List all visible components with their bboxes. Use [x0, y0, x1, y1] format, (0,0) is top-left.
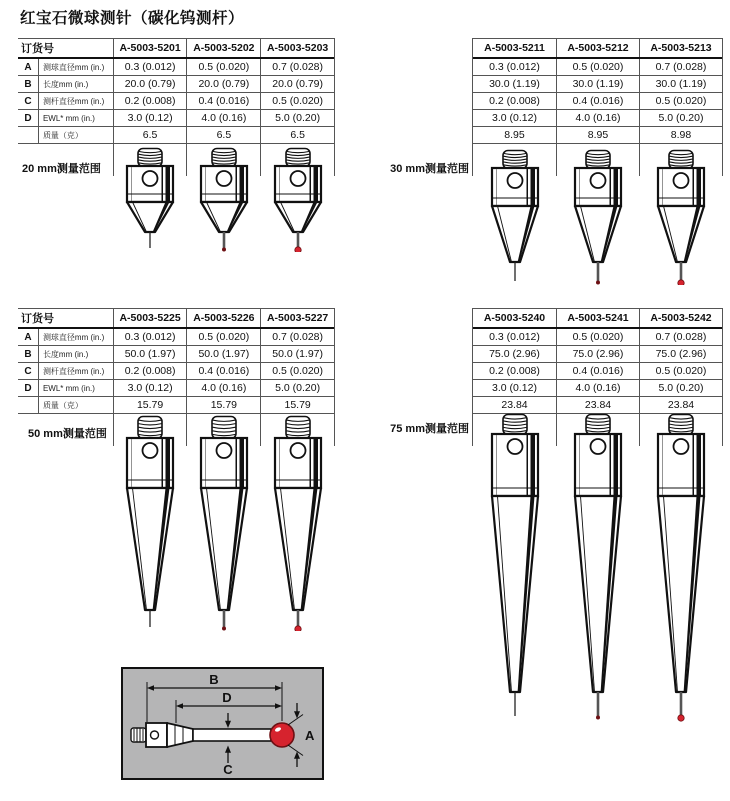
diagram-stem	[193, 729, 271, 741]
part-number: A-5003-5212	[556, 39, 639, 57]
row-key: C	[24, 95, 32, 107]
mass-value: 6.5	[260, 127, 334, 143]
part-number: A-5003-5240	[483, 312, 546, 324]
table-row	[473, 93, 722, 110]
diagram-thread	[131, 728, 146, 742]
range-label-20mm: 20 mm测量范围	[22, 163, 101, 175]
stylus-illustration-20mm-2	[194, 146, 254, 257]
diagram-cone	[167, 723, 193, 747]
spec-value: 50.0 (1.97)	[186, 346, 260, 362]
part-number: A-5003-5201	[113, 39, 187, 57]
mass-value: 6.5	[113, 127, 187, 143]
spec-value: 0.3 (0.012)	[113, 329, 187, 345]
table-header-row	[473, 39, 722, 59]
order-number-header: 订货号	[21, 313, 54, 325]
spec-value: 0.2 (0.008)	[113, 363, 187, 379]
spec-value: 3.0 (0.12)	[113, 380, 187, 396]
dim-label-c: C	[223, 762, 233, 777]
mass-value: 8.95	[504, 129, 525, 141]
stylus-illustration-75mm-1	[485, 412, 545, 727]
table-row	[18, 380, 334, 397]
spec-value: 0.3 (0.012)	[113, 59, 187, 75]
spec-value: 5.0 (0.20)	[260, 380, 334, 396]
spec-value: 75.0 (2.96)	[556, 346, 639, 362]
spec-value: 0.4 (0.016)	[186, 363, 260, 379]
part-number: A-5003-5211	[484, 42, 545, 54]
part-number: A-5003-5213	[639, 39, 722, 57]
part-number: A-5003-5202	[186, 39, 260, 57]
table-row	[18, 329, 334, 346]
stylus-illustration-75mm-3	[651, 412, 711, 727]
spec-value: 30.0 (1.19)	[489, 78, 540, 90]
part-number: A-5003-5225	[113, 309, 187, 327]
spec-value: 0.7 (0.028)	[260, 329, 334, 345]
part-number: A-5003-5227	[260, 309, 334, 327]
range-label-30mm: 30 mm测量范围	[390, 163, 469, 175]
row-label: EWL* mm (in.)	[38, 380, 113, 396]
spec-value: 0.5 (0.020)	[556, 59, 639, 75]
stylus-illustration-20mm-1	[120, 146, 180, 257]
spec-value: 0.5 (0.020)	[260, 93, 334, 109]
table-header-row	[18, 39, 334, 59]
row-label: 质量（克）	[38, 127, 113, 143]
row-key: D	[24, 112, 32, 124]
row-key: D	[24, 382, 32, 394]
spec-value: 3.0 (0.12)	[113, 110, 187, 126]
spec-value: 5.0 (0.20)	[260, 110, 334, 126]
dim-label-d: D	[222, 690, 232, 705]
dimension-diagram-drawing	[123, 669, 322, 778]
spec-value: 50.0 (1.97)	[260, 346, 334, 362]
row-label: 测杆直径mm (in.)	[38, 93, 113, 109]
table-row	[18, 76, 334, 93]
spec-value: 0.5 (0.020)	[556, 329, 639, 345]
spec-value: 3.0 (0.12)	[492, 112, 537, 124]
mass-value: 8.95	[556, 127, 639, 143]
table-row	[18, 59, 334, 76]
spec-value: 75.0 (2.96)	[489, 348, 540, 360]
row-label: 长度mm (in.)	[38, 76, 113, 92]
table-row	[473, 380, 722, 397]
table-row	[18, 346, 334, 363]
spec-value: 0.5 (0.020)	[186, 329, 260, 345]
spec-value: 30.0 (1.19)	[639, 76, 722, 92]
dim-label-b: B	[209, 672, 219, 687]
stylus-illustration-20mm-3	[268, 146, 328, 257]
spec-value: 0.4 (0.016)	[186, 93, 260, 109]
table-row-mass	[473, 127, 722, 144]
stylus-illustration-30mm-1	[485, 148, 545, 290]
page-title: 红宝石微球测针（碳化钨测杆）	[20, 10, 245, 27]
row-key	[18, 127, 38, 143]
spec-value: 0.5 (0.020)	[260, 363, 334, 379]
mass-value: 15.79	[113, 397, 187, 413]
stylus-illustration-50mm-2	[194, 414, 254, 636]
spec-value: 30.0 (1.19)	[556, 76, 639, 92]
table-row	[18, 93, 334, 110]
stylus-illustration-30mm-3	[651, 148, 711, 290]
mass-value: 23.84	[556, 397, 639, 413]
part-number: A-5003-5241	[556, 309, 639, 327]
table-row	[473, 329, 722, 346]
spec-value: 50.0 (1.97)	[113, 346, 187, 362]
row-key: A	[24, 61, 32, 73]
table-row	[18, 110, 334, 127]
spec-value: 4.0 (0.16)	[556, 110, 639, 126]
spec-value: 5.0 (0.20)	[639, 110, 722, 126]
table-row	[18, 363, 334, 380]
stylus-illustration-75mm-2	[568, 412, 628, 727]
dimension-diagram	[121, 667, 324, 780]
spec-value: 0.5 (0.020)	[186, 59, 260, 75]
spec-value: 4.0 (0.16)	[556, 380, 639, 396]
spec-value: 0.4 (0.016)	[556, 93, 639, 109]
row-key: C	[24, 365, 32, 377]
row-key: B	[24, 78, 32, 90]
mass-value: 6.5	[186, 127, 260, 143]
row-label: 长度mm (in.)	[38, 346, 113, 362]
spec-value: 0.5 (0.020)	[639, 93, 722, 109]
row-label: EWL* mm (in.)	[38, 110, 113, 126]
part-number: A-5003-5203	[260, 39, 334, 57]
spec-value: 20.0 (0.79)	[260, 76, 334, 92]
spec-value: 0.7 (0.028)	[260, 59, 334, 75]
row-key: B	[24, 348, 32, 360]
stylus-illustration-50mm-1	[120, 414, 180, 636]
mass-value: 23.84	[639, 397, 722, 413]
spec-value: 0.7 (0.028)	[639, 59, 722, 75]
spec-value: 0.4 (0.016)	[556, 363, 639, 379]
spec-value: 20.0 (0.79)	[113, 76, 187, 92]
table-row	[473, 110, 722, 127]
table-header-row	[473, 309, 722, 329]
table-row-mass	[18, 127, 334, 144]
table-row	[473, 76, 722, 93]
table-row	[473, 346, 722, 363]
order-number-header: 订货号	[21, 43, 54, 55]
stylus-illustration-30mm-2	[568, 148, 628, 290]
spec-value: 0.3 (0.012)	[489, 331, 540, 343]
spec-value: 4.0 (0.16)	[186, 380, 260, 396]
table-row	[473, 363, 722, 380]
table-row-mass	[18, 397, 334, 414]
table-row	[473, 59, 722, 76]
mass-value: 23.84	[501, 399, 528, 411]
spec-value: 20.0 (0.79)	[186, 76, 260, 92]
row-label: 测球直径mm (in.)	[38, 329, 113, 345]
dim-label-a: A	[305, 728, 315, 743]
part-number: A-5003-5226	[186, 309, 260, 327]
spec-value: 0.2 (0.008)	[489, 95, 540, 107]
spec-value: 3.0 (0.12)	[492, 382, 537, 394]
mass-value: 8.98	[639, 127, 722, 143]
spec-value: 0.2 (0.008)	[489, 365, 540, 377]
diagram-body-hole	[151, 731, 159, 739]
row-key: A	[24, 331, 32, 343]
spec-value: 4.0 (0.16)	[186, 110, 260, 126]
spec-value: 0.7 (0.028)	[639, 329, 722, 345]
spec-value: 0.5 (0.020)	[639, 363, 722, 379]
mass-value: 15.79	[186, 397, 260, 413]
row-key	[18, 397, 38, 413]
row-label: 质量（克）	[38, 397, 113, 413]
ruby-ball	[270, 723, 294, 747]
spec-value: 0.2 (0.008)	[113, 93, 187, 109]
part-number: A-5003-5242	[639, 309, 722, 327]
row-label: 测球直径mm (in.)	[38, 59, 113, 75]
stylus-illustration-50mm-3	[268, 414, 328, 636]
range-label-50mm: 50 mm测量范围	[28, 428, 107, 440]
mass-value: 15.79	[260, 397, 334, 413]
row-label: 测杆直径mm (in.)	[38, 363, 113, 379]
spec-value: 0.3 (0.012)	[489, 61, 540, 73]
table-header-row	[18, 309, 334, 329]
range-label-75mm: 75 mm测量范围	[390, 423, 469, 435]
spec-value: 5.0 (0.20)	[639, 380, 722, 396]
spec-value: 75.0 (2.96)	[639, 346, 722, 362]
